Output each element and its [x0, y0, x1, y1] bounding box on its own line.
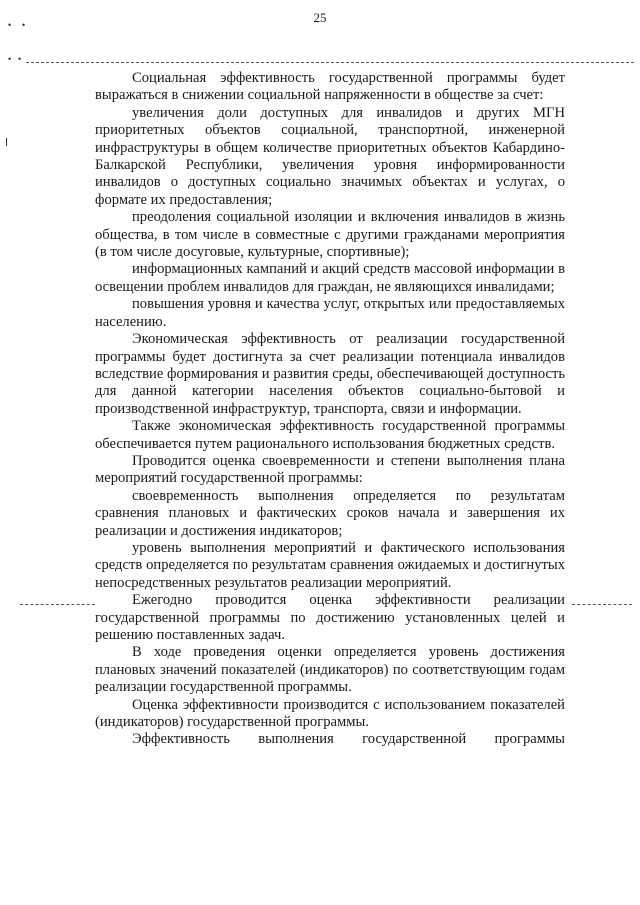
paragraph-implementation-level: уровень выполнения мероприятий и фактического использования средств определяется по результатам сравнения ожидаемых и достигнутых непосредственных результатов реализации мероприятий. — [95, 539, 565, 591]
paragraph-indicator-achievement: В ходе проведения оценки определяется уровень достижения плановых значений показателей (индикаторов) по соответствующим годам реализации государственной программы. — [95, 644, 565, 696]
scan-dot-mark: • — [8, 20, 12, 30]
paragraph-program-effectiveness: Эффективность выполнения государственной программы — [132, 731, 565, 748]
paragraph-timeliness: своевременность выполнения определяется по результатам сравнения плановых и фактических сроков начала и завершения их реализации и достижения индикаторов; — [95, 487, 565, 539]
paragraph-economic-effectiveness: Экономическая эффективность от реализации государственной программы будет достигнута за счет реализации потенциала инвалидов вследствие формирования и развития среды, обеспечивающей доступность для данной категории населения объектов социально-бытовой и производственной инфраструктур, транспорта, связи и информации. — [95, 331, 565, 417]
paragraph-budget-use: Также экономическая эффективность государственной программы обеспечивается путем рационального использования бюджетных средств. — [95, 418, 565, 452]
paragraph-accessibility-share: увеличения доли доступных для инвалидов и других МГН приоритетных объектов социальной, транспортной, инженерной инфраструктуры в общем количестве приоритетных объектов Кабардино-Балкарской Республики, увеличения уровня информированности инвалидов о доступных социально значимых объектах и услугах, о формате их предоставления; — [95, 104, 565, 208]
paragraph-social-isolation: преодоления социальной изоляции и включения инвалидов в жизнь общества, в том числе в совместные с другими гражданами мероприятия (в том числе досуговые, культурные, спортивные); — [95, 209, 565, 261]
scan-line-right — [572, 604, 632, 605]
paragraph-social-effectiveness: Социальная эффективность государственной программы будет выражаться в снижении социальной напряженности в обществе за счет: — [95, 70, 565, 104]
paragraph-assessment-method: Оценка эффективности производится с использованием показателей (индикаторов) государственной программы. — [95, 696, 565, 731]
paragraph-assessment-intro: Проводится оценка своевременности и степени выполнения плана мероприятий государственной программы: — [95, 452, 565, 487]
paragraph-information-campaigns: информационных кампаний и акций средств массовой информации в освещении проблем инвалидов для граждан, не являющихся инвалидами; — [95, 261, 565, 295]
scan-tick-left — [6, 138, 7, 146]
paragraph-service-quality: повышения уровня и качества услуг, открытых или предоставляемых населению. — [95, 296, 565, 330]
scan-dot-mark: • — [18, 54, 22, 64]
page-number: 25 — [313, 10, 327, 25]
paragraph-annual-assessment: Ежегодно проводится оценка эффективности реализации государственной программы по достижению установленных целей и решению поставленных задач. — [95, 592, 565, 643]
document-body — [95, 70, 565, 749]
scan-line-top — [26, 62, 634, 63]
scan-dot-mark: • — [22, 20, 26, 30]
scan-line-left — [20, 604, 95, 605]
scan-dot-mark: • — [8, 54, 12, 64]
